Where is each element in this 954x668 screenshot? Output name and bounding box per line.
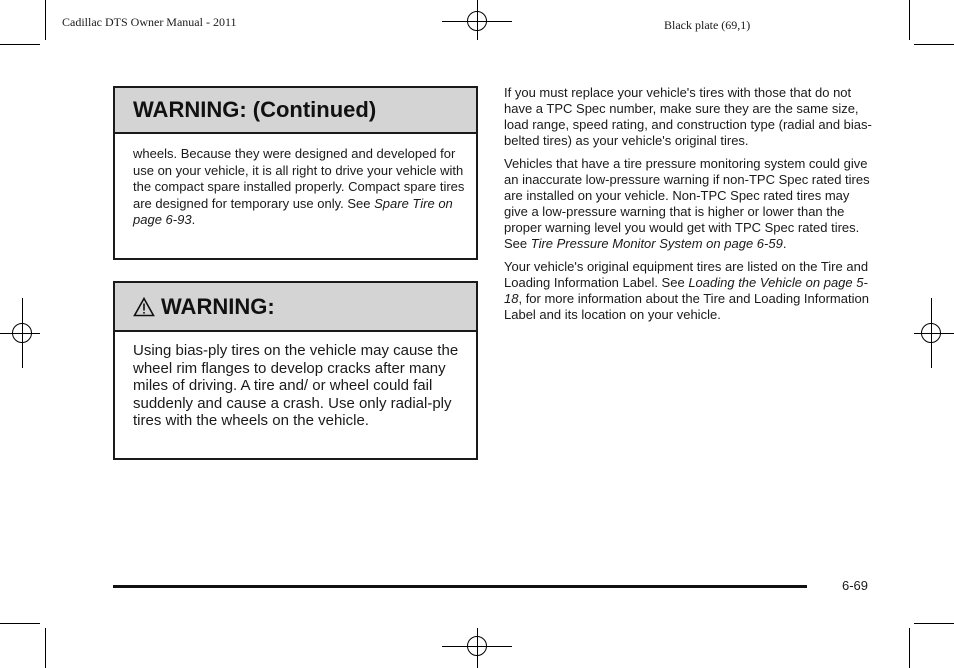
tpc-replacement-paragraph: If you must replace your vehicle's tires with those that do not have a TPC Spec number, make sure they are the same size, load range, speed rating, and construction type (radial and bias-belted tires) as your vehicle's original tires. — [504, 85, 872, 148]
bias-ply-warning-box — [113, 281, 478, 460]
bias-ply-warning-heading — [115, 283, 476, 332]
right-column-text — [504, 85, 874, 330]
original-tires-paragraph: Your vehicle's original equipment tires are listed on the Tire and Loading Information Label. See Loading the Vehicle on page 5-18, for more information about the Tire and Loading Information Label and its location on your vehicle. — [504, 259, 869, 322]
warning-continued-box — [113, 86, 478, 260]
warning-continued-title: WARNING: (Continued) — [133, 97, 377, 122]
footer-rule — [113, 585, 807, 588]
plate-label: Black plate (69,1) — [664, 18, 751, 32]
running-header-title: Cadillac DTS Owner Manual - 2011 — [62, 15, 237, 29]
bias-ply-warning-title: WARNING: — [161, 293, 275, 319]
spare-tire-page-reference: page 6-93 — [133, 212, 192, 227]
spare-tire-reference: Spare Tire on — [374, 195, 453, 211]
tpms-paragraph: Vehicles that have a tire pressure monitoring system could give an inaccurate low-pressure warning if non-TPC Spec rated tires are installed on your vehicle. Non-TPC Spec rated tires may give a low-pressure warning that is higher or lower than the proper warning level you would get with TPC Spec rated tires. See Tire Pressure Monitor System on page 6-59. — [504, 156, 870, 251]
warning-continued-text: wheels. Because they were designed and developed for use on your vehicle, it is all right to drive your vehicle with the compact spare installed properly. Compact spare tires are designed for temporary use only. See Spare Tire on page 6-93. — [133, 146, 465, 227]
tire-pressure-monitor-reference[interactable]: Tire Pressure Monitor System on page 6-59 — [530, 236, 783, 251]
page-number: 6-69 — [842, 578, 869, 593]
bias-ply-warning-text: Using bias-ply tires on the vehicle may cause the wheel rim flanges to develop cracks after many miles of driving. A tire and/ or wheel could fail suddenly and cause a crash. Use only radial-ply tires with the wheels on the vehicle. — [133, 342, 459, 430]
loading-vehicle-reference[interactable]: Loading the Vehicle on page 5-18 — [504, 275, 868, 306]
warning-continued-heading — [115, 88, 476, 134]
warning-triangle-icon — [133, 297, 155, 317]
